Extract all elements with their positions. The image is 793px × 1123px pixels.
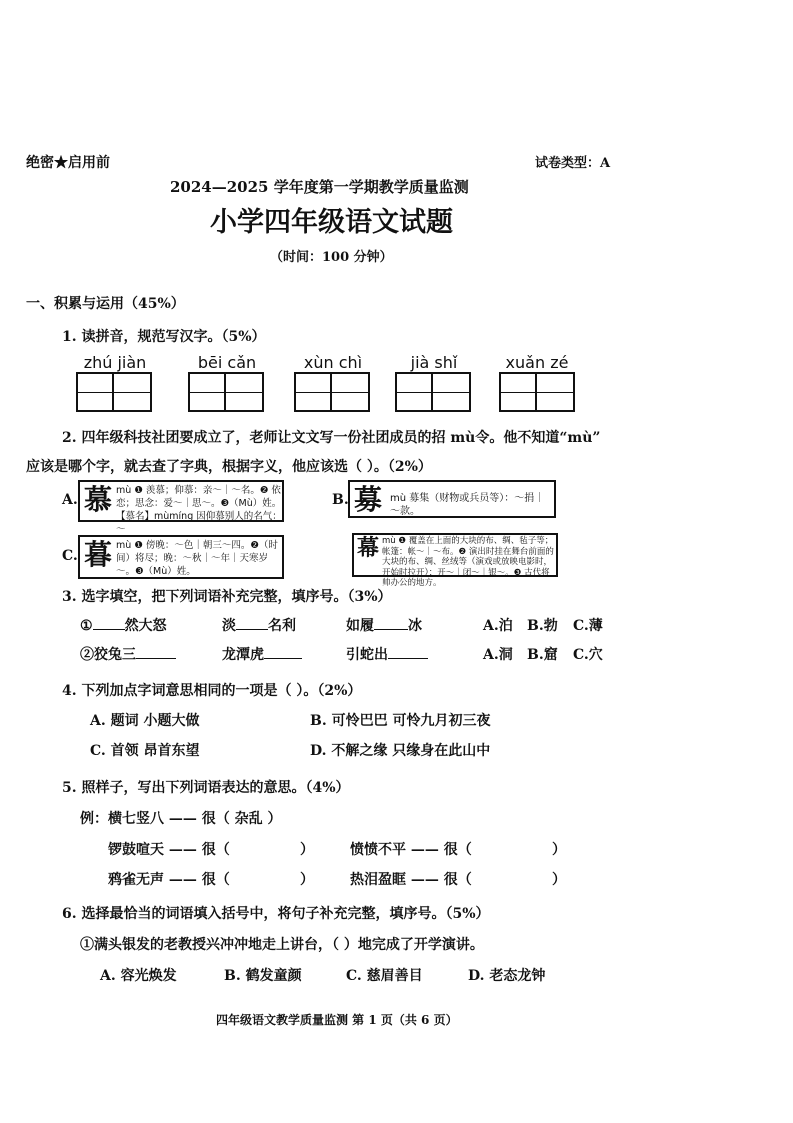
q3-row1-option-a: A.泊 [483, 618, 513, 634]
dictionary-char-a: 慕 [84, 483, 113, 516]
dictionary-text-d: mù ❶ 覆盖在上面的大块的布、绸、毡子等；帐篷：帐～｜～布。❷ 演出时挂在舞台前面的大块的布、绸、丝绒等（演戏或放映电影时，开始时拉开）：开～｜闭～｜银～。❸ 古代将帅办公的地方。 [382, 536, 554, 588]
q4-option-d[interactable]: D. 不解之缘 只缘身在此山中 [310, 743, 491, 759]
dictionary-text-b: mù 募集（财物或兵员等）：～捐｜～款。 [390, 493, 545, 517]
q3-word: 淡 [222, 618, 236, 634]
q3-row1-option-c: C.薄 [573, 618, 603, 634]
writing-grid-3[interactable] [294, 372, 370, 412]
q3-word: 冰 [408, 618, 422, 634]
q3-word: ②狡兔三 [80, 647, 136, 663]
q5-close-1: ） [300, 842, 314, 858]
option-a-letter: A. [62, 492, 78, 508]
dictionary-entry-c[interactable] [78, 535, 284, 579]
option-c-letter: C. [62, 548, 78, 564]
question-3-prompt: 3. 选字填空，把下列词语补充完整，填序号。（3%） [62, 589, 392, 605]
q5-item-2: 愤愤不平 —— 很（ [350, 842, 472, 858]
question-4-prompt: 4. 下列加点字词意思相同的一项是（ ）。（2%） [62, 683, 362, 699]
question-5-prompt: 5. 照样子，写出下列词语表达的意思。（4%） [62, 780, 350, 796]
q3-row2-item2 [222, 644, 302, 664]
q3-blank[interactable] [93, 629, 125, 630]
q5-item-1: 锣鼓喧天 —— 很（ [108, 842, 230, 858]
q3-row1-item2 [222, 615, 296, 635]
q3-word: 引蛇出 [346, 647, 388, 663]
q5-item-4: 热泪盈眶 —— 很（ [350, 872, 472, 888]
dictionary-entry-b[interactable] [348, 480, 556, 518]
pinyin-3: xùn chì [303, 353, 363, 372]
dictionary-char-d: 幕 [357, 535, 380, 561]
q4-option-a[interactable]: A. 题词 小题大做 [90, 713, 200, 729]
q3-row1-item1 [80, 615, 167, 635]
confidential-label: 绝密★启用前 [26, 155, 110, 171]
exam-name: 2024—2025 学年度第一学期教学质量监测 [170, 178, 469, 196]
q3-row2-option-a: A.洞 [483, 647, 513, 663]
q3-word: 名利 [268, 618, 296, 634]
writing-grid-5[interactable] [499, 372, 575, 412]
option-b-letter: B. [332, 492, 349, 508]
page-title: 小学四年级语文试题 [210, 207, 453, 238]
q3-circle-1: ① [80, 618, 93, 634]
q6-option-b[interactable]: B. 鹤发童颜 [224, 968, 302, 984]
q3-row1-option-b: B.勃 [527, 618, 558, 634]
q3-blank[interactable] [236, 629, 268, 630]
writing-grid-2[interactable] [188, 372, 264, 412]
dictionary-entry-d[interactable] [352, 533, 558, 588]
q5-close-3: ） [300, 872, 314, 888]
q3-row2-option-b: B.窟 [527, 647, 558, 663]
question-1-prompt: 1. 读拼音，规范写汉字。（5%） [62, 329, 266, 345]
q5-close-4: ） [552, 872, 566, 888]
q3-row2-option-c: C.穴 [573, 647, 603, 663]
q3-word: 如履 [346, 618, 374, 634]
q4-option-c[interactable]: C. 首领 昂首东望 [90, 743, 200, 759]
page-footer: 四年级语文教学质量监测 第 1 页（共 6 页） [216, 1013, 458, 1027]
q6-sentence: ①满头银发的老教授兴冲冲地走上讲台，（ ）地完成了开学演讲。 [80, 937, 484, 953]
question-2-line1: 2. 四年级科技社团要成立了，老师让文文写一份社团成员的招 mù令。他不知道“mù” [62, 430, 601, 446]
q3-row2-item1 [80, 644, 176, 664]
question-6-prompt: 6. 选择最恰当的词语填入括号中，将句子补充完整，填序号。（5%） [62, 906, 490, 922]
q3-blank[interactable] [388, 658, 428, 659]
q3-row1-item3 [346, 615, 422, 635]
dictionary-text-c: mù ❶ 傍晚：～色｜朝三～四。❷（时间）将尽；晚：～秋｜～年｜天寒岁～。❸（Mù）姓。 [116, 540, 278, 577]
pinyin-5: xuǎn zé [505, 353, 569, 372]
q5-example-label: 例： [80, 811, 108, 827]
q5-example: 横七竖八 —— 很（ 杂乱 ） [108, 811, 282, 827]
q6-option-d[interactable]: D. 老态龙钟 [468, 968, 546, 984]
dictionary-char-c: 暮 [84, 538, 113, 571]
question-2-line2: 应该是哪个字，就去查了字典，根据字义，他应该选（ ）。（2%） [26, 459, 432, 475]
pinyin-1: zhú jiàn [83, 353, 147, 372]
q5-close-2: ） [552, 842, 566, 858]
q5-item-3: 鸦雀无声 —— 很（ [108, 872, 230, 888]
q6-option-a[interactable]: A. 容光焕发 [100, 968, 177, 984]
q3-blank[interactable] [136, 658, 176, 659]
writing-grid-1[interactable] [76, 372, 152, 412]
q3-blank[interactable] [264, 658, 302, 659]
paper-type-label: 试卷类型：A [535, 156, 611, 171]
exam-time: （时间：100 分钟） [270, 250, 393, 265]
dictionary-entry-a[interactable] [78, 480, 284, 535]
q3-row2-item3 [346, 644, 428, 664]
q4-option-b[interactable]: B. 可怜巴巴 可怜九月初三夜 [310, 713, 491, 729]
q6-option-c[interactable]: C. 慈眉善目 [346, 968, 423, 984]
dictionary-text-a: mù ❶ 羡慕；仰慕：亲～｜～名。❷ 依恋；思念：爱～｜思～。❸（Mù）姓。【慕名】mùmíng 因仰慕别人的名气：～ [116, 485, 282, 535]
dictionary-char-b: 募 [354, 483, 383, 516]
q3-word: 然大怒 [124, 618, 167, 634]
q3-blank[interactable] [374, 629, 408, 630]
writing-grid-4[interactable] [395, 372, 471, 412]
section-title: 一、积累与运用（45%） [26, 296, 185, 312]
q3-word: 龙潭虎 [222, 647, 264, 663]
pinyin-4: jià shǐ [410, 353, 458, 372]
pinyin-2: bēi cǎn [197, 353, 257, 372]
